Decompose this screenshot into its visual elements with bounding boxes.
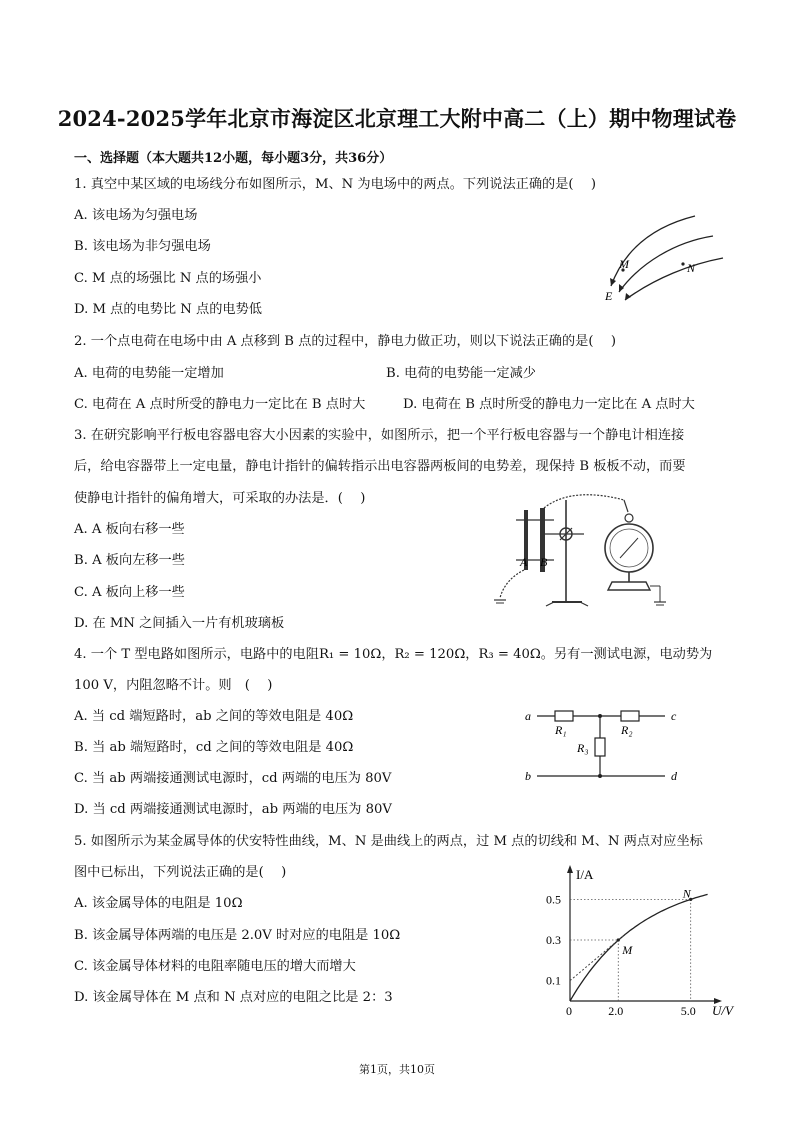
y-axis-label: I/A — [576, 867, 594, 882]
capacitor-electrometer-figure — [494, 490, 684, 612]
q1-option-b: B. 该电场为非匀强电场 — [74, 239, 211, 254]
q3-option-c: C. A 板向上移一些 — [74, 585, 185, 600]
q4-stem-line1: 4. 一个 T 型电路如图所示，电路中的电阻R₁ = 10Ω，R₂ = 120Ω，R₃ = 40Ω。另有一测试电源，电动势为 — [74, 647, 713, 662]
q5-stem-line1: 5. 如图所示为某金属导体的伏安特性曲线，M、N 是曲线上的两点，过 M 点的切线和 M、N 两点对应坐标 — [74, 834, 703, 849]
q5-stem-line2: 图中已标出，下列说法正确的是( ) — [74, 865, 287, 880]
q1-option-d: D. M 点的电势比 N 点的电势低 — [74, 302, 262, 317]
q3-stem-line2: 后，给电容器带上一定电量，静电计指针的偏转指示出电容器两板间的电势差，现保持 B 板板不动，而要 — [74, 459, 686, 474]
label-r1: R₁ — [555, 723, 567, 737]
page-footer: 第1页，共10页 — [359, 1063, 435, 1076]
label-e: E — [605, 289, 613, 303]
q1-stem: 1. 真空中某区域的电场线分布如图所示，M、N 为电场中的两点。下列说法正确的是( ) — [74, 177, 597, 192]
iv-curve-chart — [540, 866, 733, 1018]
section-heading: 一、选择题（本大题共12小题，每小题3分，共36分） — [74, 151, 393, 166]
q3-option-b: B. A 板向左移一些 — [74, 553, 185, 568]
point-M — [617, 938, 620, 941]
q1-option-c: C. M 点的场强比 N 点的场强小 — [74, 271, 262, 286]
electric-field-figure — [595, 208, 725, 303]
page-title: 2024-2025学年北京市海淀区北京理工大附中高二（上）期中物理试卷 — [57, 106, 737, 131]
terminal-c: c — [671, 709, 677, 723]
label-plate-a: A — [520, 555, 528, 569]
q3-stem-line1: 3. 在研究影响平行板电容器电容大小因素的实验中，如图所示，把一个平行板电容器与一个静电计相连接 — [74, 428, 685, 443]
label-n: N — [687, 261, 696, 275]
y-tick-label: 0.1 — [546, 973, 561, 988]
q4-stem-line2: 100 V，内阻忽略不计。则 ( ) — [74, 678, 273, 693]
terminal-a: a — [525, 709, 531, 723]
y-tick-label: 0.5 — [546, 892, 561, 907]
terminal-d: d — [671, 769, 677, 783]
iv-curve-line — [570, 894, 708, 1001]
chart-axes — [567, 865, 722, 1004]
q3-option-a: A. A 板向右移一些 — [74, 522, 185, 537]
label-plate-b: B — [540, 555, 548, 569]
q2-option-d: D. 电荷在 B 点时所受的静电力一定比在 A 点时大 — [403, 397, 695, 412]
q2-option-a: A. 电荷的电势能一定增加 — [74, 366, 224, 381]
q3-stem-line3: 使静电计指针的偏角增大，可采取的办法是．( ) — [74, 491, 366, 506]
x-tick-label: 2.0 — [608, 1004, 624, 1018]
label-m: M — [619, 257, 629, 271]
point-label-N: N — [682, 886, 691, 901]
q5-option-d: D. 该金属导体在 M 点和 N 点对应的电阻之比是 2：3 — [74, 990, 393, 1005]
q4-option-d: D. 当 cd 两端接通测试电源时，ab 两端的电压为 80V — [74, 802, 392, 817]
x-tick-label: 0 — [566, 1004, 572, 1018]
q2-option-c: C. 电荷在 A 点时所受的静电力一定比在 B 点时大 — [74, 397, 366, 412]
terminal-b: b — [525, 769, 531, 783]
y-axis-arrow — [567, 865, 573, 873]
q4-option-a: A. 当 cd 端短路时，ab 之间的等效电阻是 40Ω — [74, 709, 354, 724]
q4-option-c: C. 当 ab 两端接通测试电源时，cd 两端的电压为 80V — [74, 771, 392, 786]
q2-option-b: B. 电荷的电势能一定减少 — [386, 366, 536, 381]
label-r3: R₃ — [577, 741, 589, 755]
q5-option-b: B. 该金属导体两端的电压是 2.0V 时对应的电阻是 10Ω — [74, 928, 401, 943]
q5-option-c: C. 该金属导体材料的电阻率随电压的增大而增大 — [74, 959, 356, 974]
q5-option-a: A. 该金属导体的电阻是 10Ω — [74, 896, 243, 911]
q3-option-d: D. 在 MN 之间插入一片有机玻璃板 — [74, 616, 285, 631]
chart-points — [617, 886, 693, 957]
x-tick-label: 5.0 — [680, 1004, 696, 1018]
x-axis-label: U/V — [712, 1003, 733, 1018]
q1-option-a: A. 该电场为匀强电场 — [74, 208, 198, 223]
label-r2: R₂ — [621, 723, 633, 737]
q4-option-b: B. 当 ab 端短路时，cd 之间的等效电阻是 40Ω — [74, 740, 354, 755]
q2-stem: 2. 一个点电荷在电场中由 A 点移到 B 点的过程中，静电力做正功，则以下说法正确的是( ) — [74, 334, 616, 349]
chart-ticks — [546, 892, 696, 1018]
t-circuit-figure — [525, 702, 685, 784]
point-label-M: M — [622, 943, 633, 958]
y-tick-label: 0.3 — [546, 933, 561, 948]
